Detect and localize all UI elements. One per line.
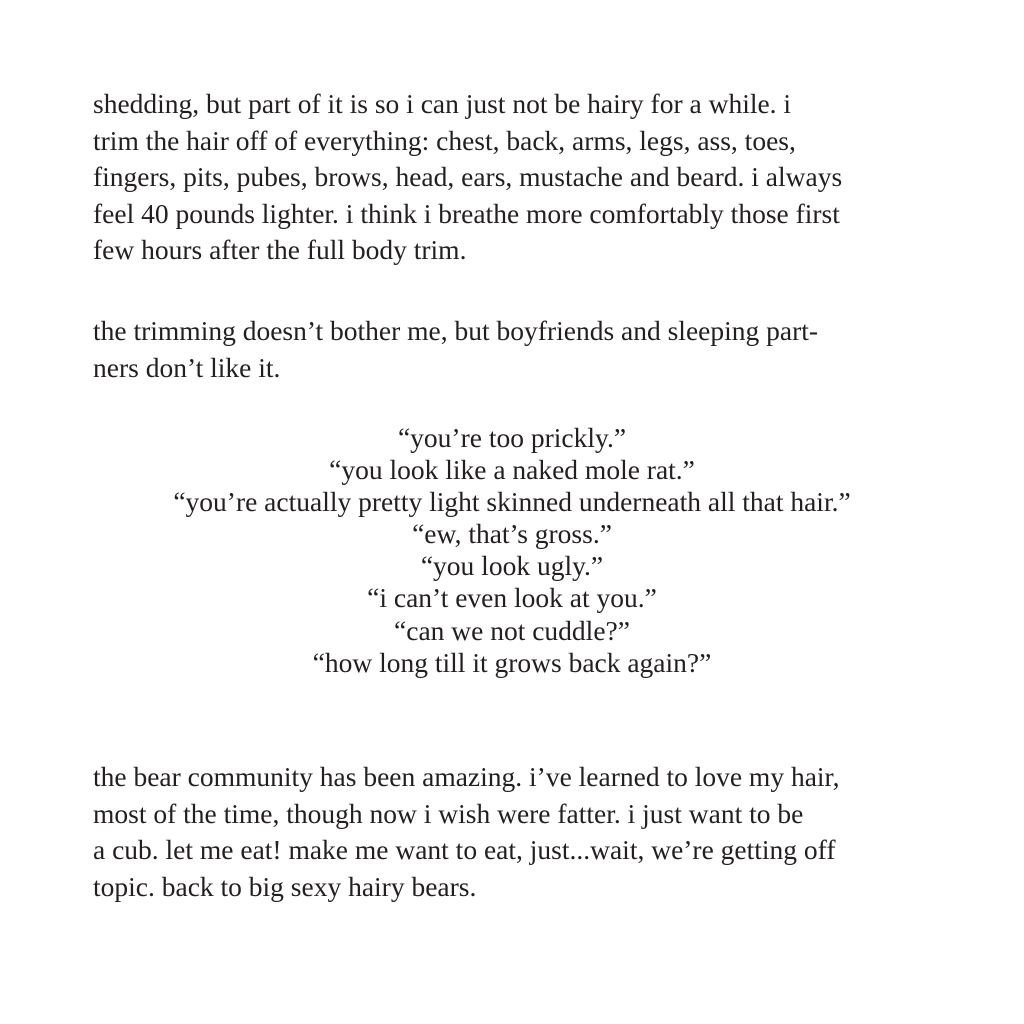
quote-line: “you’re too prickly.” bbox=[397, 422, 627, 453]
quote-line: “ew, that’s gross.” bbox=[412, 518, 612, 550]
paragraph-shedding bbox=[93, 86, 953, 269]
quote-line: “you’re actually pretty light skinned underneath all that hair.” bbox=[173, 486, 851, 518]
paragraph-trimming bbox=[93, 313, 953, 386]
text-line: a cub. let me eat! make me want to eat, just...wait, we’re getting off bbox=[93, 834, 836, 865]
text-line: most of the time, though now i wish were fatter. i just want to be bbox=[93, 797, 804, 829]
quote-line: “i can’t even look at you.” bbox=[367, 582, 657, 614]
text-line: feel 40 pounds lighter. i think i breathe more comfortably those first bbox=[93, 197, 840, 229]
text-line: the bear community has been amazing. i’ve learned to love my hair, bbox=[93, 761, 840, 792]
quote-line: “you look ugly.” bbox=[420, 550, 604, 582]
text-line: trim the hair off of everything: chest, back, arms, legs, ass, toes, bbox=[93, 124, 796, 156]
quote-line: “can we not cuddle?” bbox=[394, 614, 630, 646]
text-line: ners don’t like it. bbox=[93, 351, 281, 383]
text-line: shedding, but part of it is so i can just not be hairy for a while. i bbox=[93, 88, 792, 119]
text-line: the trimming doesn’t bother me, but boyfriends and sleeping part- bbox=[93, 315, 819, 346]
quote-line: “how long till it grows back again?” bbox=[312, 646, 712, 678]
text-line: few hours after the full body trim. bbox=[93, 234, 467, 265]
text-line: fingers, pits, pubes, brows, head, ears, mustache and beard. i always bbox=[93, 161, 843, 192]
paragraph-bear-community bbox=[93, 759, 953, 905]
text-line: topic. back to big sexy hairy bears. bbox=[93, 870, 477, 902]
quote-list bbox=[0, 422, 1024, 679]
quote-line: “you look like a naked mole rat.” bbox=[329, 454, 695, 486]
